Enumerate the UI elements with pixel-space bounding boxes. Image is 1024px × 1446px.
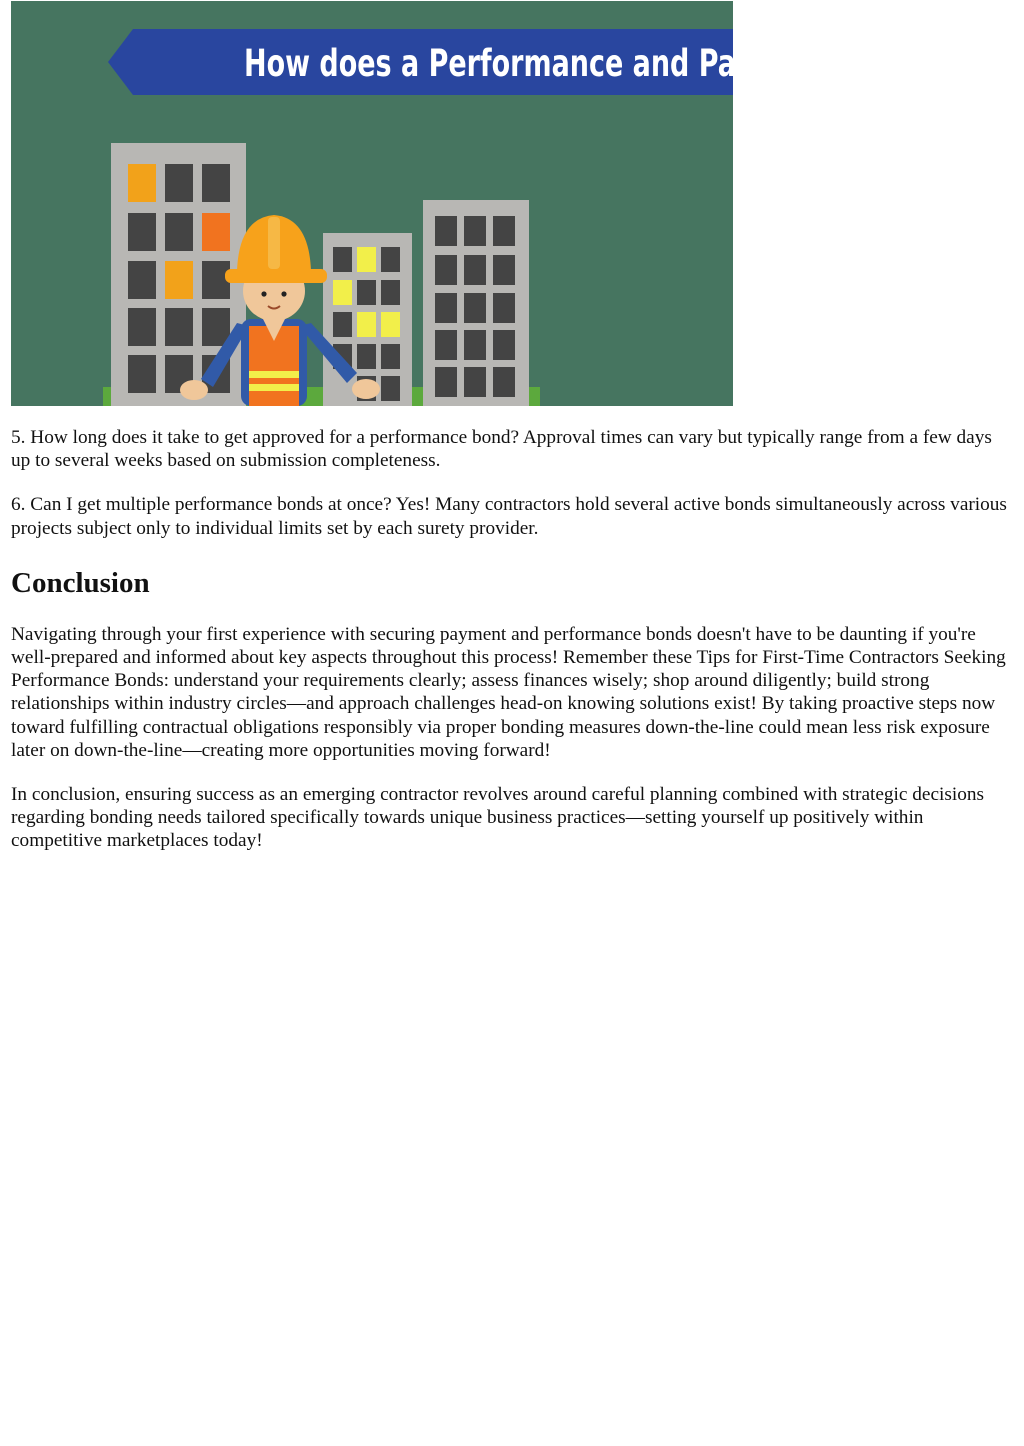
worker-right-hand [352, 379, 380, 399]
conclusion-heading: Conclusion [11, 566, 150, 599]
article-page [11, 1, 1013, 853]
faq-item-6: 6. Can I get multiple performance bonds at once? Yes! Many contractors hold several active bonds simultaneously across various projects subject only to individual limits set by each surety provider. [11, 494, 1007, 539]
worker-left-eye [261, 291, 266, 296]
worker-vest-stripe-2 [249, 384, 299, 391]
conclusion-paragraph-2: In conclusion, ensuring success as an emerging contractor revolves around careful planning combined with strategic decisions regarding bonding needs tailored specifically towards unique business practices—setting yourself up positively within competitive marketplaces today! [11, 784, 985, 852]
worker-left-hand [180, 380, 208, 400]
hero-banner-text: How does a Performance and Pa [244, 42, 736, 85]
worker-right-eye [281, 291, 286, 296]
worker-helmet-brim [225, 269, 327, 283]
hero-image [11, 1, 736, 406]
worker-helmet-ridge [268, 217, 280, 269]
faq-item-5: 5. How long does it take to get approved for a performance bond? Approval times can vary but typically range from a few days up to several weeks based on submission completeness. [11, 427, 992, 472]
article-text [11, 426, 1013, 853]
conclusion-paragraph-1: Navigating through your first experience with securing payment and performance bonds doesn't have to be daunting if you're well-prepared and informed about key aspects throughout this process! Remember these Tips for First-Time Contractors Seeking Performance Bonds: understand your requirements clearly; assess finances wisely; shop around diligently; build strong relationships within industry circles—and approach challenges head-on knowing solutions exist! By taking proactive steps now toward fulfilling contractual obligations responsibly via proper bonding measures down-the-line could mean less risk exposure later on down-the-line—creating more opportunities moving forward! [11, 623, 1006, 761]
building-right [423, 200, 529, 406]
worker-vest-stripe-1 [249, 371, 299, 378]
building-right-windows [435, 216, 515, 397]
